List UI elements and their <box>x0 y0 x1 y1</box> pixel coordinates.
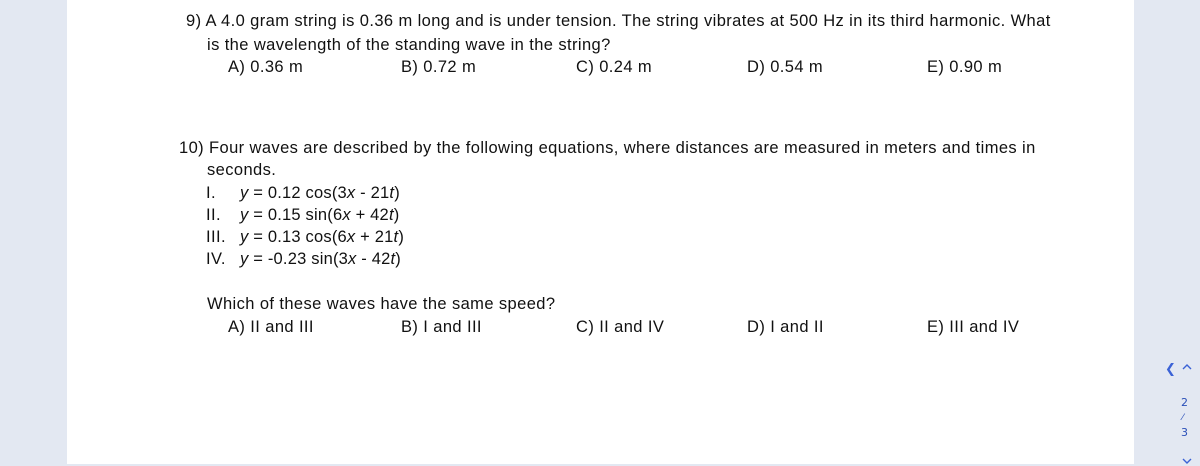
equation-numeral: III. <box>206 228 226 246</box>
eq-var-t: t <box>390 250 396 268</box>
eq-part: ) <box>395 250 401 268</box>
eq-var-t: t <box>388 206 394 224</box>
eq-var-x: x <box>346 184 356 202</box>
eq-var-y: y <box>240 184 249 202</box>
equation-1 <box>240 183 400 203</box>
eq-part: = -0.23 sin(3 <box>248 250 349 268</box>
eq-var-t: t <box>393 228 399 246</box>
eq-var-x: x <box>348 250 357 268</box>
chevron-up-icon[interactable] <box>1182 362 1192 372</box>
q10-option-e: E) III and IV <box>927 318 1020 336</box>
q10-option-a: A) II and III <box>228 318 314 336</box>
eq-part: - 21 <box>355 184 390 202</box>
q9-option-b: B) 0.72 m <box>401 58 477 76</box>
q9-text-line1: 9) A 4.0 gram string is 0.36 m long and is under tension. The string vibrates at 500 Hz in its third harmonic. What <box>186 12 1051 30</box>
current-page-number: 2 <box>1181 396 1188 409</box>
eq-part: + 42 <box>350 206 389 224</box>
page-navigator <box>1163 358 1200 464</box>
eq-var-x: x <box>346 228 356 246</box>
q9-option-e: E) 0.90 m <box>927 58 1003 76</box>
eq-part: ) <box>394 184 400 202</box>
eq-var-y: y <box>240 228 249 246</box>
page-separator: ⁄ <box>1182 413 1184 423</box>
total-page-number: 3 <box>1181 426 1188 439</box>
equation-4 <box>240 249 401 269</box>
equation-3 <box>240 227 404 247</box>
eq-part: = 0.12 cos(3 <box>248 184 347 202</box>
equation-numeral: IV. <box>206 250 226 268</box>
q10-option-b: B) I and III <box>401 318 482 336</box>
q10-text-line2: seconds. <box>207 161 277 179</box>
q10-option-c: C) II and IV <box>576 318 665 336</box>
eq-part: + 21 <box>355 228 394 246</box>
q10-text-line1: 10) Four waves are described by the following equations, where distances are measured in meters and times in <box>179 139 1036 157</box>
eq-var-y: y <box>240 250 249 268</box>
eq-part: ) <box>398 228 405 246</box>
q9-text-line2: is the wavelength of the standing wave in the string? <box>207 36 611 54</box>
chevron-down-icon[interactable] <box>1182 456 1192 466</box>
q9-option-d: D) 0.54 m <box>747 58 824 76</box>
chevron-left-icon[interactable]: ❮ <box>1165 362 1176 377</box>
equation-numeral: I. <box>206 184 216 202</box>
eq-part: ) <box>393 206 400 224</box>
q10-question: Which of these waves have the same speed? <box>207 295 556 313</box>
equation-numeral: II. <box>206 206 221 224</box>
q9-option-a: A) 0.36 m <box>228 58 304 76</box>
eq-var-t: t <box>389 184 395 202</box>
equation-2 <box>240 205 399 225</box>
eq-part: = 0.13 cos(6 <box>248 228 347 246</box>
eq-var-x: x <box>342 206 351 224</box>
eq-part: - 42 <box>356 250 391 268</box>
q10-option-d: D) I and II <box>747 318 824 336</box>
q9-option-c: C) 0.24 m <box>576 58 653 76</box>
eq-part: = 0.15 sin(6 <box>248 206 343 224</box>
eq-var-y: y <box>240 206 249 224</box>
